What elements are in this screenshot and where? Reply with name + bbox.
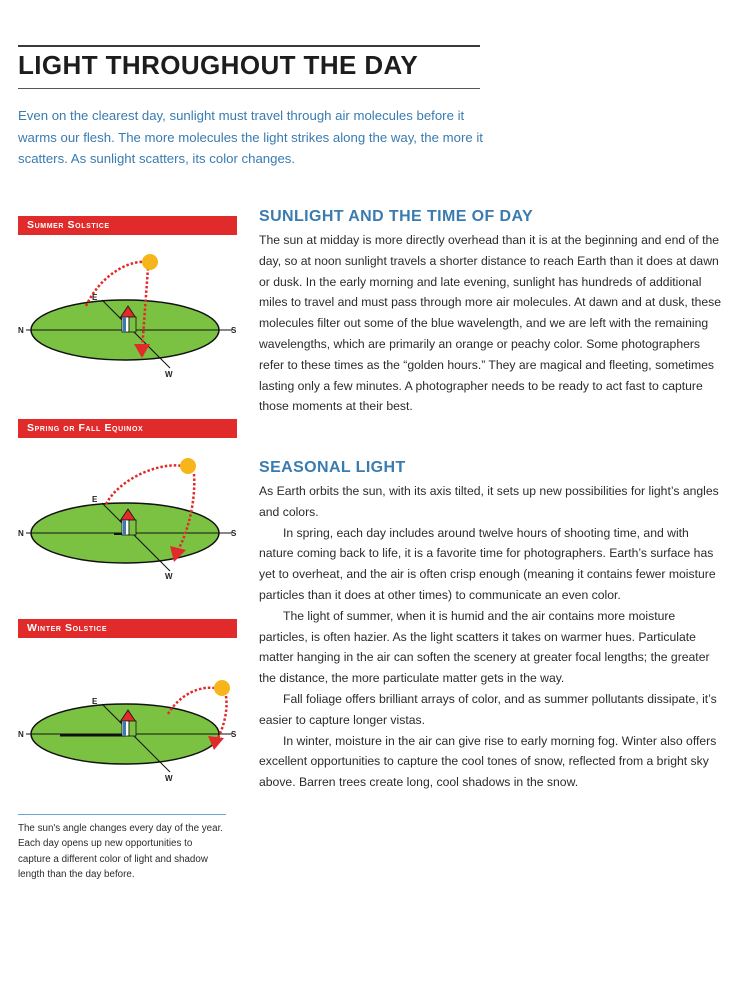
title-bottom-rule [18, 88, 480, 89]
paragraph: In spring, each day includes around twelve hours of shooting time, and with nature coming back to life, it is a favorite time for photographers. Earth’s surface has yet to overheat, and the air is often crisp enough (meaning it contains fewer moisture particles than it does at other times) to communicate an even color. [259, 525, 716, 602]
sidebar-caption: The sun's angle changes every day of the year. Each day opens up new opportunities to capture a different color of light and shadow length than the day before. [18, 823, 224, 881]
label-east: E [92, 293, 98, 302]
intro-text: Even on the clearest day, sunlight must travel through air molecules before it warms our flesh. The more molecules the light strikes along the way, the more it scatters. As sunlight scatters, its color changes. [18, 108, 483, 166]
caption-rule [18, 814, 226, 815]
label-north: N [18, 529, 24, 538]
paragraph: The light of summer, when it is humid and the air contains more moisture particles, is often hazier. As the light scatters it takes on warmer hues. Particulate matter hanging in the air can soften the scenery at greater focal lengths; the greater the distance, the more particulate matter gets in the way. [259, 608, 710, 686]
banner-summer-solstice: Summer Solstice [18, 216, 237, 235]
section-heading-time-of-day: SUNLIGHT AND THE TIME OF DAY [259, 208, 534, 225]
label-west: W [165, 572, 173, 581]
label-north: N [18, 326, 24, 335]
winter-solstice-diagram [10, 650, 250, 820]
label-west: W [165, 370, 173, 379]
sun-icon [142, 254, 158, 270]
equinox-diagram [10, 450, 250, 620]
paragraph: Fall foliage offers brilliant arrays of color, and as summer pollutants dissipate, it’s easier to capture longer vistas. [259, 691, 717, 727]
paragraph: As Earth orbits the sun, with its axis tilted, it sets up new possibilities for light’s angles and colors. [259, 484, 719, 519]
house-shadow [60, 734, 126, 737]
sun-arc [106, 465, 182, 504]
label-south: S [231, 326, 237, 335]
banner-equinox: Spring or Fall Equinox [18, 419, 237, 438]
section-body-time-of-day [259, 230, 721, 417]
sun-icon [180, 458, 196, 474]
label-south: S [231, 529, 237, 538]
paragraph: In winter, moisture in the air can give rise to early morning fog. Winter also offers excellent opportunities to capture the cool tones of snow, reflected from a bright sky above. Barren trees create long, cool shadows in the snow. [259, 733, 717, 790]
sun-icon [214, 680, 230, 696]
title-top-rule [18, 45, 480, 47]
label-south: S [231, 730, 237, 739]
label-east: E [92, 495, 98, 504]
page-title: LIGHT THROUGHOUT THE DAY [18, 50, 419, 80]
banner-winter-solstice: Winter Solstice [18, 619, 237, 638]
paragraph: The sun at midday is more directly overhead than it is at the beginning and end of the day, so at noon sunlight travels a shorter distance to reach Earth than it does at dawn or dusk. In the early morning and late evening, sunlight has hundreds of additional miles to travel and must pass through more air molecules. At dawn and at dusk, these molecules filter out some of the blue wavelength, and we are left with the remaining wavelengths, which are primarily an orange or peachy color. Some photographers refer to these times as the “golden hours.” They are magical and fleeting, sometimes lasting only a few minutes. A photographer needs to be ready to act fast to capture those moments at their best. [259, 233, 722, 414]
section-body-seasonal-light [259, 481, 721, 793]
label-north: N [18, 730, 24, 739]
label-west: W [165, 774, 173, 783]
section-heading-seasonal-light: SEASONAL LIGHT [259, 459, 406, 476]
summer-solstice-diagram [10, 246, 250, 416]
label-east: E [92, 697, 98, 706]
